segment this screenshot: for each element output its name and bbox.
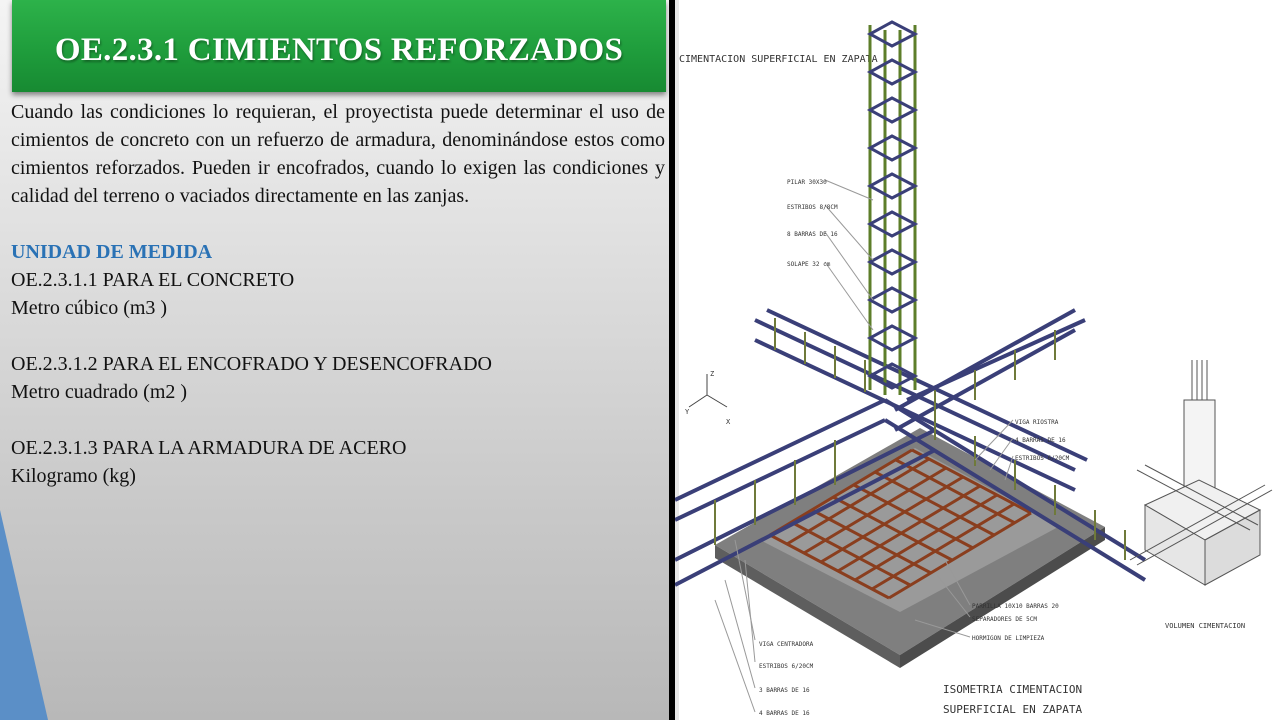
- label-separadores: SEPARADORES DE 5CM: [972, 616, 1038, 623]
- item-steel-code: OE.2.3.1.3 PARA LA ARMADURA DE ACERO: [11, 437, 407, 459]
- label-viga-centradora: VIGA CENTRADORA: [759, 641, 814, 648]
- drawing-title: CIMENTACION SUPERFICIAL EN ZAPATA: [679, 54, 878, 65]
- column-cage: [870, 22, 915, 395]
- item-formwork-unit: Metro cuadrado (m2 ): [11, 381, 188, 403]
- body-paragraph: Cuando las condiciones lo requieran, el proyectista puede determinar el uso de cimientos de concreto con un refuerzo de armadura, denominándose estos como cimientos reforzados. Pueden ir encofrados, cuando lo exigen las condiciones y calidad del terreno o vaciados directamente en las zanjas.: [11, 101, 665, 207]
- title-bar: [12, 0, 666, 92]
- isometric-title-line-2: SUPERFICIAL EN ZAPATA: [943, 703, 1083, 716]
- label-estribos-column: ESTRIBOS 8/8CM: [787, 204, 838, 211]
- slide-title: OE.2.3.1 CIMIENTOS REFORZADOS: [54, 31, 624, 68]
- isometric-title-line-1: ISOMETRIA CIMENTACION: [943, 683, 1083, 696]
- label-estribos-beam: ESTRIBOS 6/20CM: [1015, 455, 1070, 462]
- label-volumen-cimentacion: VOLUMEN CIMENTACION: [1165, 622, 1246, 630]
- label-barras-column: 8 BARRAS DE 16: [787, 231, 838, 238]
- label-3-barras: 3 BARRAS DE 16: [759, 687, 810, 694]
- foundation-volume-sketch: [1130, 360, 1272, 585]
- axis-z-label: Z: [710, 370, 715, 378]
- axis-triad: [689, 374, 727, 407]
- label-solape: SOLAPE 32 cm: [787, 261, 831, 268]
- label-viga-riostra: VIGA RIOSTRA: [1015, 419, 1059, 426]
- foundation-drawing: [675, 0, 1280, 720]
- slide-content: [11, 98, 665, 490]
- label-hormigon: HORMIGON DE LIMPIEZA: [972, 635, 1045, 642]
- item-formwork-code: OE.2.3.1.2 PARA EL ENCOFRADO Y DESENCOFRADO: [11, 353, 492, 375]
- item-steel-unit: Kilogramo (kg): [11, 465, 136, 487]
- label-pilar: PILAR 30X30: [787, 179, 827, 186]
- item-concrete-unit: Metro cúbico (m3 ): [11, 297, 168, 319]
- label-barras-beam: 4 BARRAS DE 16: [1015, 437, 1066, 444]
- label-estribos-lower: ESTRIBOS 6/20CM: [759, 663, 814, 670]
- label-parrilla: PARRILLA 10X10 BARRAS 20: [972, 603, 1059, 610]
- axis-x-label: X: [726, 418, 731, 426]
- label-4-barras-lower: 4 BARRAS DE 16: [759, 710, 810, 717]
- unit-heading: UNIDAD DE MEDIDA: [11, 241, 213, 263]
- foundation-isometric-illustration: [675, 0, 1280, 720]
- item-concrete-code: OE.2.3.1.1 PARA EL CONCRETO: [11, 269, 295, 291]
- axis-y-label: Y: [685, 408, 690, 416]
